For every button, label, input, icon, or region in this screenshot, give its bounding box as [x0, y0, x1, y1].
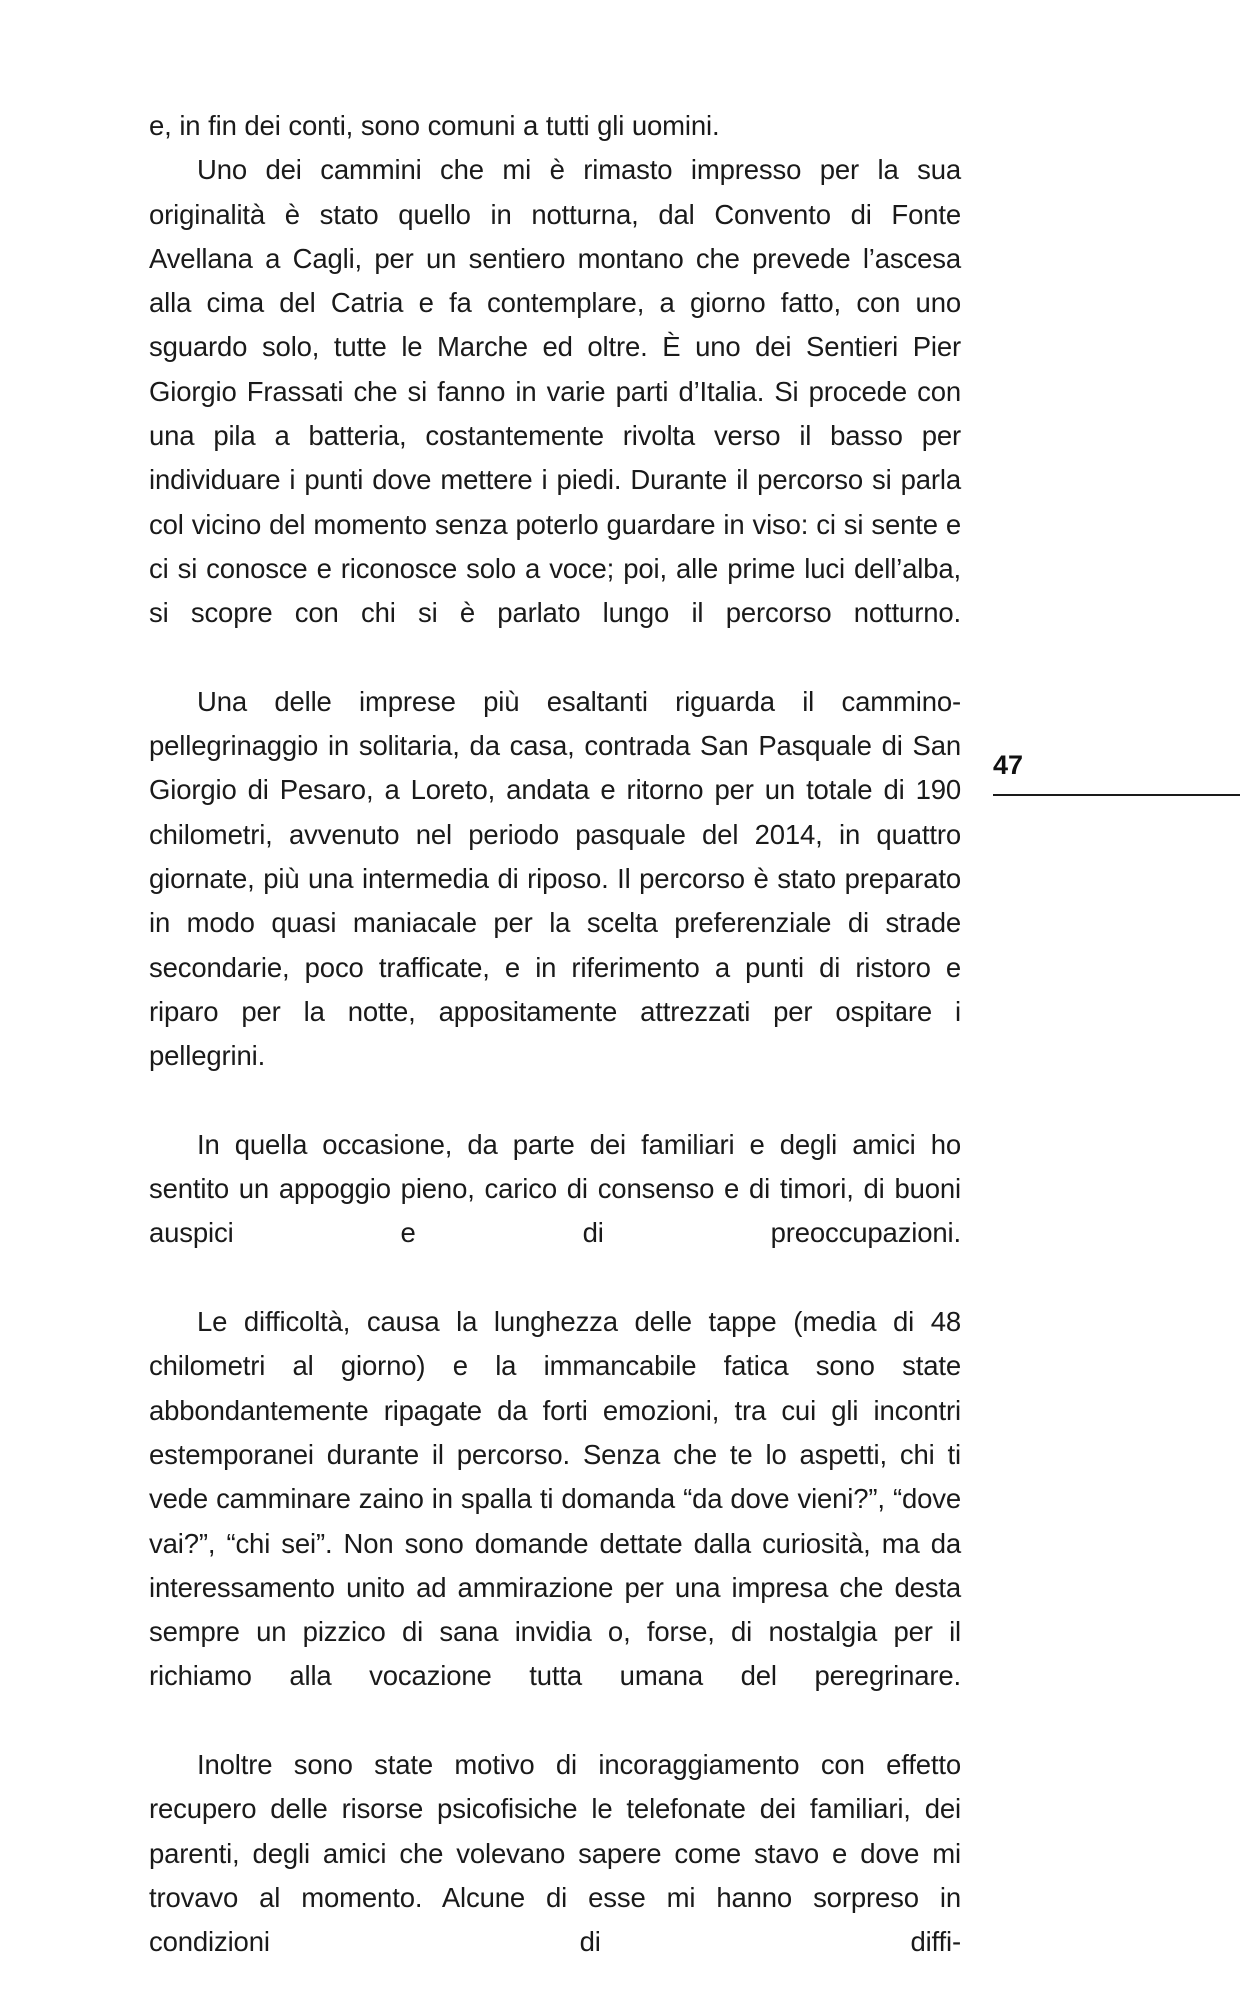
folio-rule — [993, 794, 1240, 796]
paragraph-inoltre: Inoltre sono state motivo di incoraggiamento con effetto recupero delle risorse psicofisiche le telefonate dei familiari, dei parenti, degli amici che volevano sapere come stavo e dove mi trovavo al momento. Alcune di esse mi hanno sorpreso in condizioni di diffi- — [149, 1748, 961, 1958]
page-number: 47 — [993, 750, 1024, 780]
paragraph-occasione: In quella occasione, da parte dei familiari e degli amici ho sentito un appoggio pieno, carico di consenso e di timori, di buoni auspici e di preoccupazioni. — [149, 1128, 961, 1249]
paragraph-continuation: e, in fin dei conti, sono comuni a tutti gli uomini. — [149, 110, 720, 141]
folio-block — [993, 748, 1240, 782]
paragraph-imprese: Una delle imprese più esaltanti riguarda il cammino-pellegrinaggio in solitaria, da casa, contrada San Pasquale di San Giorgio di Pesaro, a Loreto, andata e ritorno per un totale di 190 chilometri, avvenuto nel periodo pasquale del 2014, in quattro giornate, più una intermedia di riposo. Il percorso è stato preparato in modo quasi maniacale per la scelta preferenziale di strade secondarie, poco trafficate, e in riferimento a punti di ristoro e riparo per la notte, appositamente attrezzati per ospitare i pellegrini. — [149, 685, 961, 1072]
paragraph-difficolta: Le difficoltà, causa la lunghezza delle tappe (media di 48 chilometri al giorno) e la immancabile fatica sono state abbondantemente ripagate da forti emozioni, tra cui gli incontri estemporanei durante il percorso. Senza che te lo aspetti, chi ti vede camminare zaino in spalla ti domanda “da dove vieni?”, “dove vai?”, “chi sei”. Non sono domande dettate dalla curiosità, ma da interessamento unito ad ammirazione per una impresa che desta sempre un pizzico di sana invidia o, forse, di nostalgia per il richiamo alla vocazione tutta umana del peregrinare. — [149, 1306, 961, 1692]
body-text-column — [149, 104, 961, 2009]
paragraph-cammini: Uno dei cammini che mi è rimasto impresso per la sua originalità è stato quello in notturna, dal Convento di Fonte Avellana a Cagli, per un sentiero montano che prevede l’ascesa alla cima del Catria e fa contemplare, a giorno fatto, con uno sguardo solo, tutte le Marche ed oltre. È uno dei Sentieri Pier Giorgio Frassati che si fanno in varie parti d’Italia. Si procede con una pila a batteria, costantemente rivolta verso il basso per individuare i punti dove mettere i piedi. Durante il percorso si parla col vicino del momento senza poterlo guardare in viso: ci si sente e ci si conosce e riconosce solo a voce; poi, alle prime luci dell’alba, si scopre con chi si è parlato lungo il percorso notturno. — [149, 154, 961, 629]
